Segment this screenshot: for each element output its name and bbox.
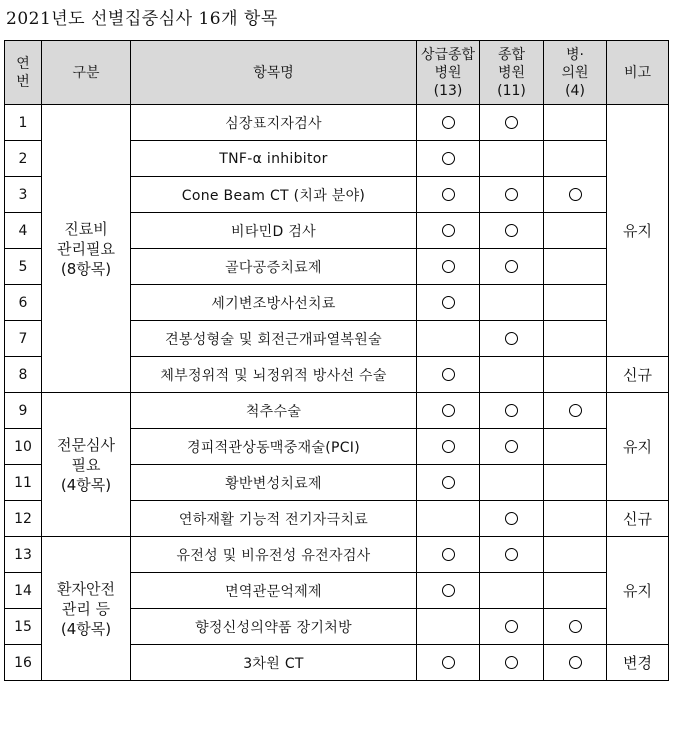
applicable-mark-icon bbox=[442, 584, 455, 597]
applicable-mark-icon bbox=[569, 404, 582, 417]
tertiary-cell bbox=[417, 177, 480, 213]
header-tertiary-line: (13) bbox=[433, 82, 463, 99]
category-cell bbox=[42, 537, 131, 681]
general-cell bbox=[480, 393, 544, 429]
item-name: 체부정위적 및 뇌정위적 방사선 수술 bbox=[131, 357, 417, 393]
clinic-cell bbox=[544, 249, 607, 285]
header-general-line: (11) bbox=[497, 82, 526, 99]
note-cell: 신규 bbox=[607, 501, 669, 537]
tertiary-cell bbox=[417, 357, 480, 393]
item-name: 유전성 및 비유전성 유전자검사 bbox=[131, 537, 417, 573]
note-cell: 유지 bbox=[607, 537, 669, 645]
category-label-line: 진료비 bbox=[64, 219, 108, 238]
row-number: 14 bbox=[5, 573, 42, 609]
clinic-cell bbox=[544, 429, 607, 465]
applicable-mark-icon bbox=[442, 440, 455, 453]
item-name: Cone Beam CT (치과 분야) bbox=[131, 177, 417, 213]
clinic-cell bbox=[544, 537, 607, 573]
item-name: 3차원 CT bbox=[131, 645, 417, 681]
row-number: 12 bbox=[5, 501, 42, 537]
general-cell bbox=[480, 537, 544, 573]
header-general-hospital bbox=[480, 41, 544, 105]
applicable-mark-icon bbox=[442, 116, 455, 129]
item-name: 골다공증치료제 bbox=[131, 249, 417, 285]
category-label-line: 전문심사 bbox=[57, 435, 115, 454]
header-category: 구분 bbox=[42, 41, 131, 105]
applicable-mark-icon bbox=[505, 116, 518, 129]
table-body bbox=[5, 105, 669, 681]
row-number: 11 bbox=[5, 465, 42, 501]
table-row bbox=[5, 105, 669, 141]
header-num bbox=[5, 41, 42, 105]
tertiary-cell bbox=[417, 645, 480, 681]
applicable-mark-icon bbox=[505, 404, 518, 417]
general-cell bbox=[480, 141, 544, 177]
header-tertiary-line: 상급종합 bbox=[420, 46, 476, 63]
item-name: 척추수술 bbox=[131, 393, 417, 429]
applicable-mark-icon bbox=[505, 224, 518, 237]
applicable-mark-icon bbox=[569, 620, 582, 633]
row-number: 10 bbox=[5, 429, 42, 465]
row-number: 1 bbox=[5, 105, 42, 141]
applicable-mark-icon bbox=[442, 188, 455, 201]
applicable-mark-icon bbox=[505, 548, 518, 561]
category-label-line: (4항목) bbox=[60, 619, 112, 638]
item-name: 심장표지자검사 bbox=[131, 105, 417, 141]
general-cell bbox=[480, 357, 544, 393]
category-label-line: (8항목) bbox=[60, 259, 112, 278]
applicable-mark-icon bbox=[505, 620, 518, 633]
clinic-cell bbox=[544, 501, 607, 537]
note-cell: 신규 bbox=[607, 357, 669, 393]
screening-items-table bbox=[4, 40, 669, 681]
item-name: 비타민D 검사 bbox=[131, 213, 417, 249]
row-number: 3 bbox=[5, 177, 42, 213]
item-name: 경피적관상동맥중재술(PCI) bbox=[131, 429, 417, 465]
header-general-line: 병원 bbox=[497, 64, 526, 81]
page-title: 2021년도 선별집중심사 16개 항목 bbox=[6, 9, 278, 29]
general-cell bbox=[480, 321, 544, 357]
tertiary-cell bbox=[417, 213, 480, 249]
category-cell bbox=[42, 393, 131, 537]
item-name: 연하재활 기능적 전기자극치료 bbox=[131, 501, 417, 537]
clinic-cell bbox=[544, 393, 607, 429]
note-cell: 변경 bbox=[607, 645, 669, 681]
tertiary-cell bbox=[417, 501, 480, 537]
applicable-mark-icon bbox=[442, 548, 455, 561]
tertiary-cell bbox=[417, 573, 480, 609]
row-number: 6 bbox=[5, 285, 42, 321]
general-cell bbox=[480, 465, 544, 501]
tertiary-cell bbox=[417, 393, 480, 429]
clinic-cell bbox=[544, 213, 607, 249]
category-cell bbox=[42, 105, 131, 393]
applicable-mark-icon bbox=[505, 188, 518, 201]
tertiary-cell bbox=[417, 141, 480, 177]
row-number: 5 bbox=[5, 249, 42, 285]
clinic-cell bbox=[544, 285, 607, 321]
applicable-mark-icon bbox=[442, 656, 455, 669]
table-row bbox=[5, 537, 669, 573]
general-cell bbox=[480, 105, 544, 141]
clinic-cell bbox=[544, 465, 607, 501]
clinic-cell bbox=[544, 609, 607, 645]
applicable-mark-icon bbox=[569, 656, 582, 669]
general-cell bbox=[480, 573, 544, 609]
header-tertiary-hospital bbox=[417, 41, 480, 105]
tertiary-cell bbox=[417, 465, 480, 501]
applicable-mark-icon bbox=[442, 476, 455, 489]
clinic-cell bbox=[544, 141, 607, 177]
tertiary-cell bbox=[417, 105, 480, 141]
row-number: 7 bbox=[5, 321, 42, 357]
row-number: 4 bbox=[5, 213, 42, 249]
tertiary-cell bbox=[417, 429, 480, 465]
category-label-line: 필요 bbox=[71, 455, 101, 474]
category-label-line: 환자안전 bbox=[57, 579, 115, 598]
header-clinic-line: 병· bbox=[566, 46, 584, 63]
tertiary-cell bbox=[417, 321, 480, 357]
tertiary-cell bbox=[417, 285, 480, 321]
clinic-cell bbox=[544, 645, 607, 681]
clinic-cell bbox=[544, 105, 607, 141]
header-clinic-line: 의원 bbox=[561, 64, 589, 81]
row-number: 9 bbox=[5, 393, 42, 429]
clinic-cell bbox=[544, 321, 607, 357]
item-name: 세기변조방사선치료 bbox=[131, 285, 417, 321]
general-cell bbox=[480, 249, 544, 285]
general-cell bbox=[480, 285, 544, 321]
header-num-line: 번 bbox=[16, 73, 30, 90]
header-num-line: 연 bbox=[16, 55, 30, 72]
general-cell bbox=[480, 609, 544, 645]
header-item-name: 항목명 bbox=[131, 41, 417, 105]
applicable-mark-icon bbox=[505, 656, 518, 669]
applicable-mark-icon bbox=[442, 404, 455, 417]
item-name: 향정신성의약품 장기처방 bbox=[131, 609, 417, 645]
clinic-cell bbox=[544, 357, 607, 393]
applicable-mark-icon bbox=[505, 440, 518, 453]
category-label-line: (4항목) bbox=[60, 475, 112, 494]
item-name: 황반변성치료제 bbox=[131, 465, 417, 501]
category-label-line: 관리 등 bbox=[61, 599, 111, 618]
applicable-mark-icon bbox=[505, 260, 518, 273]
item-name: 견봉성형술 및 회전근개파열복원술 bbox=[131, 321, 417, 357]
applicable-mark-icon bbox=[442, 224, 455, 237]
general-cell bbox=[480, 645, 544, 681]
general-cell bbox=[480, 501, 544, 537]
header-clinic-line: (4) bbox=[565, 82, 585, 99]
row-number: 16 bbox=[5, 645, 42, 681]
table-row bbox=[5, 393, 669, 429]
header-general-line: 종합 bbox=[497, 46, 526, 63]
header-row bbox=[5, 41, 669, 105]
tertiary-cell bbox=[417, 249, 480, 285]
row-number: 8 bbox=[5, 357, 42, 393]
header-clinic bbox=[544, 41, 607, 105]
applicable-mark-icon bbox=[442, 152, 455, 165]
header-note: 비고 bbox=[607, 41, 669, 105]
general-cell bbox=[480, 429, 544, 465]
general-cell bbox=[480, 213, 544, 249]
tertiary-cell bbox=[417, 609, 480, 645]
item-name: 면역관문억제제 bbox=[131, 573, 417, 609]
note-cell: 유지 bbox=[607, 105, 669, 357]
applicable-mark-icon bbox=[569, 188, 582, 201]
applicable-mark-icon bbox=[442, 368, 455, 381]
row-number: 2 bbox=[5, 141, 42, 177]
applicable-mark-icon bbox=[505, 512, 518, 525]
item-name: TNF-α inhibitor bbox=[131, 141, 417, 177]
applicable-mark-icon bbox=[505, 332, 518, 345]
applicable-mark-icon bbox=[442, 296, 455, 309]
tertiary-cell bbox=[417, 537, 480, 573]
applicable-mark-icon bbox=[442, 260, 455, 273]
header-tertiary-line: 병원 bbox=[434, 64, 462, 81]
clinic-cell bbox=[544, 573, 607, 609]
row-number: 15 bbox=[5, 609, 42, 645]
row-number: 13 bbox=[5, 537, 42, 573]
note-cell: 유지 bbox=[607, 393, 669, 501]
category-label-line: 관리필요 bbox=[57, 239, 115, 258]
clinic-cell bbox=[544, 177, 607, 213]
general-cell bbox=[480, 177, 544, 213]
